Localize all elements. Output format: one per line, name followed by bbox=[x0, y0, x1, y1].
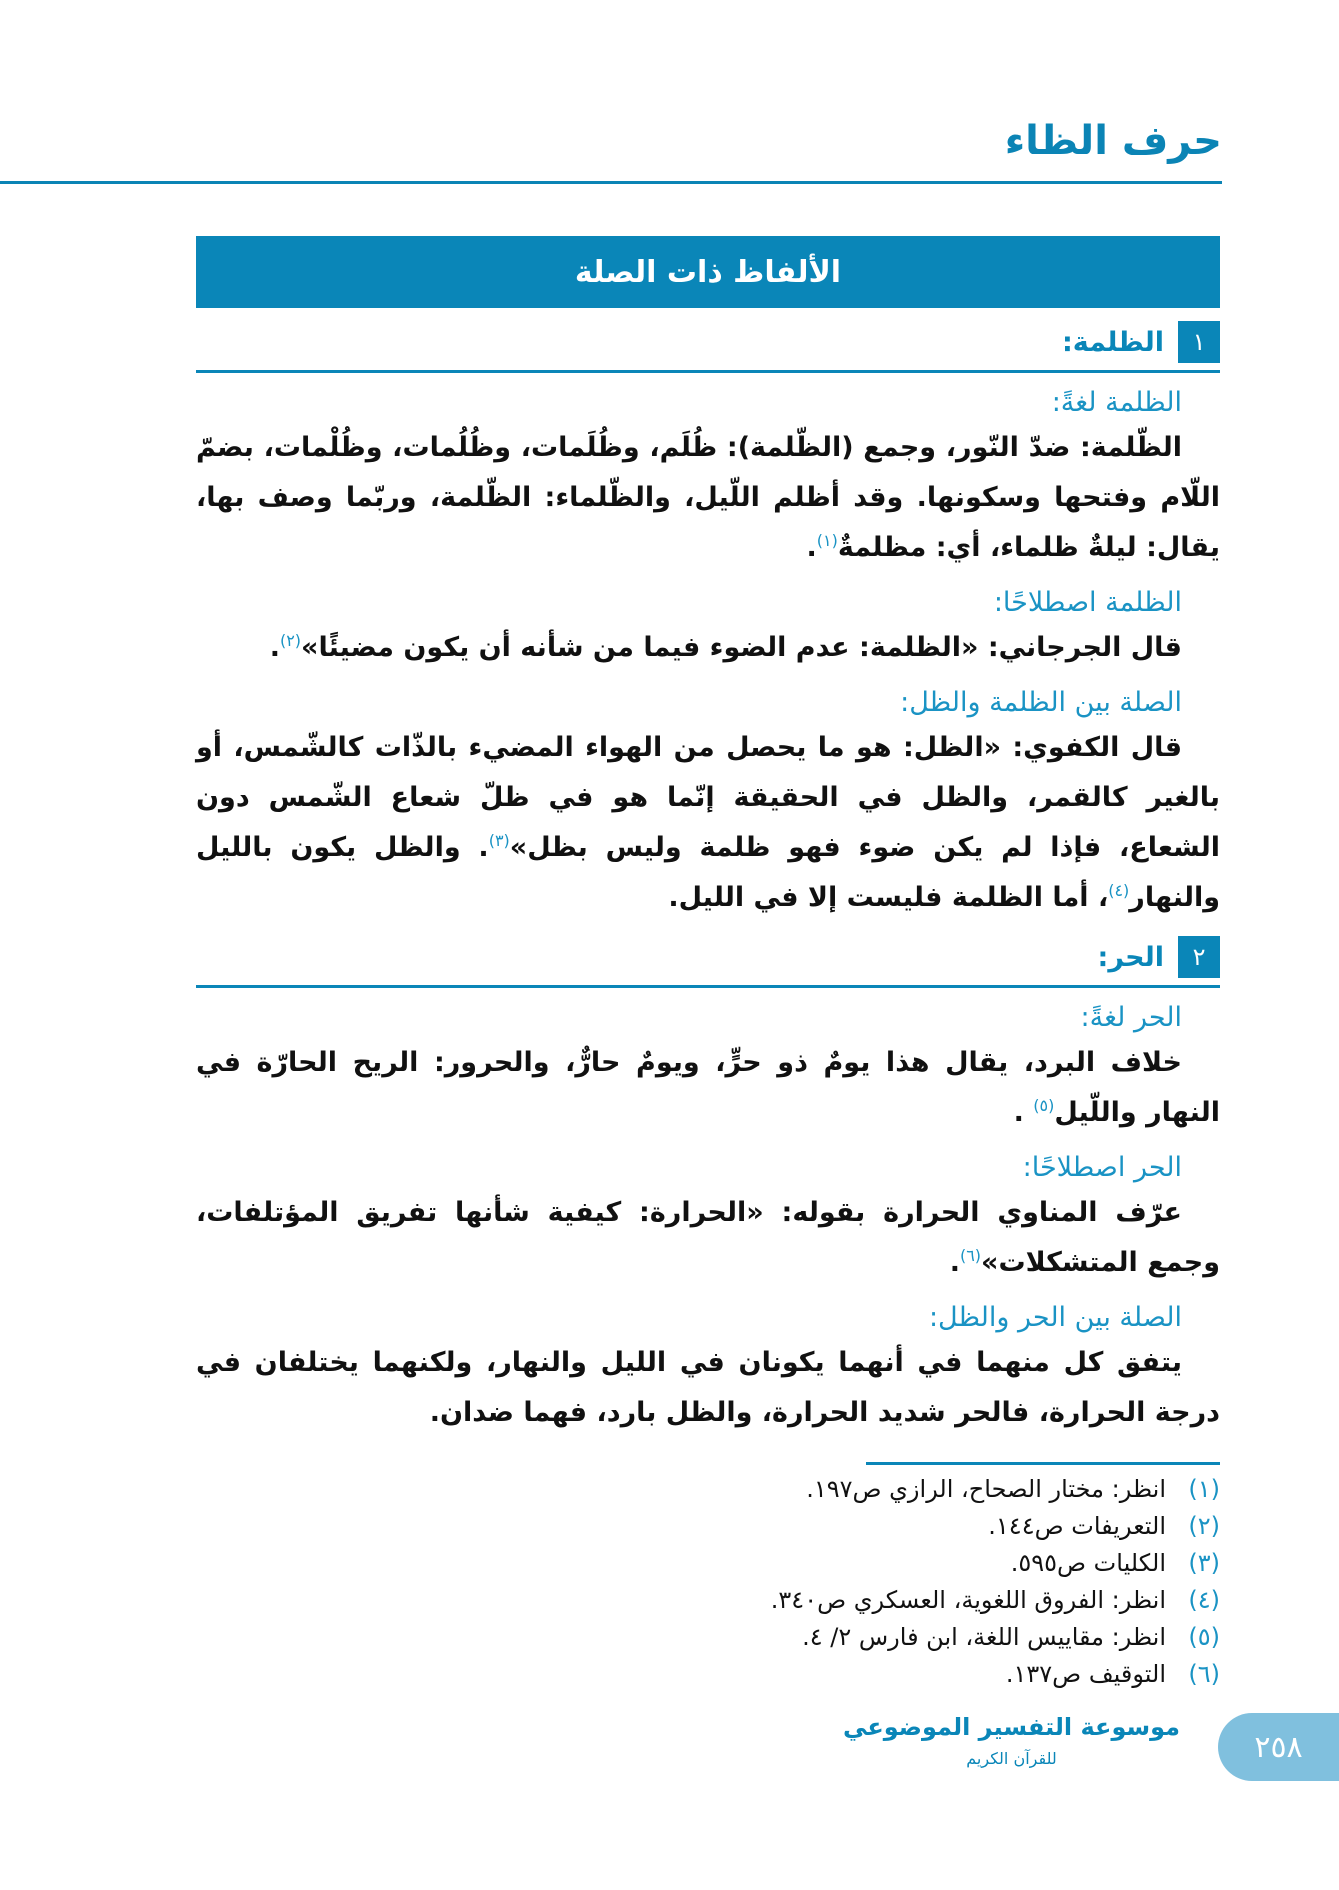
footnote-ref[interactable]: (٥) bbox=[1033, 1096, 1055, 1115]
footnote: (٦) التوقيف ص١٣٧. bbox=[1005, 1660, 1220, 1688]
footnote: (٣) الكليات ص٥٩٥. bbox=[1010, 1549, 1220, 1577]
footnote: (٥) انظر: مقاييس اللغة، ابن فارس ٢/ ٤. bbox=[802, 1623, 1220, 1651]
section-header-1 bbox=[196, 320, 1220, 364]
paragraph: يتفق كل منهما في أنهما يكونان في الليل والنهار، ولكنهما يختلفان في درجة الحرارة، فالحر شديد الحرارة، والظل بارد، فهما ضدان. bbox=[196, 1347, 1220, 1428]
section-rule bbox=[196, 370, 1220, 373]
banner-title: الألفاظ ذات الصلة bbox=[574, 254, 842, 290]
footnote-ref[interactable]: (١) bbox=[816, 531, 838, 550]
chapter-title: حرف الظاء bbox=[1004, 118, 1222, 164]
section-banner bbox=[196, 236, 1220, 308]
footnote-ref[interactable]: (٤) bbox=[1108, 881, 1130, 900]
subheading: الحر لغةً: bbox=[1080, 1002, 1182, 1033]
section-number: ١ bbox=[1178, 321, 1220, 363]
footnote: (١) انظر: مختار الصحاح، الرازي ص١٩٧. bbox=[806, 1475, 1220, 1503]
subheading: الحر اصطلاحًا: bbox=[1022, 1152, 1182, 1183]
subheading: الصلة بين الظلمة والظل: bbox=[900, 687, 1182, 718]
paragraph: خلاف البرد، يقال هذا يومٌ ذو حرٍّ، ويومٌ حارٌّ، والحرور: الريح الحارّة في النهار واللّيل$^{(٥)}$ . bbox=[196, 1047, 1220, 1128]
section-header-2 bbox=[196, 935, 1220, 979]
subheading: الظلمة اصطلاحًا: bbox=[993, 587, 1182, 618]
paragraph: الظّلمة: ضدّ النّور، وجمع (الظّلمة): ظُلَم، وظُلَمات، وظُلُمات، وظُلْمات، بضمّ اللّام وفتحها وسكونها. وقد أظلم اللّيل، والظّلماء: الظّلمة، وربّما وصف بها، يقال: ليلةٌ ظلماء، أي: مظلمةٌ$^{(١)}$. bbox=[196, 432, 1220, 563]
footnote-rule bbox=[866, 1462, 1220, 1465]
page-number: ٢٥٨ bbox=[1218, 1713, 1339, 1781]
subheading: الصلة بين الحر والظل: bbox=[928, 1302, 1182, 1333]
header-rule bbox=[0, 181, 1222, 184]
section-title: الظلمة: bbox=[1062, 326, 1164, 358]
footnote-ref[interactable]: (٦) bbox=[959, 1246, 982, 1265]
content-column bbox=[196, 236, 1303, 1797]
paragraph: عرّف المناوي الحرارة بقوله: «الحرارة: كيفية شأنها تفريق المؤتلفات، وجمع المتشكلات»$^{(٦)}$. bbox=[196, 1197, 1220, 1278]
encyclopedia-logo: موسوعة التفسير الموضوعي للقرآن الكريم bbox=[843, 1713, 1180, 1768]
footnote: (٢) التعريفات ص١٤٤. bbox=[988, 1512, 1220, 1540]
footnotes bbox=[196, 1471, 1220, 1693]
footnote: (٤) انظر: الفروق اللغوية، العسكري ص٣٤٠. bbox=[770, 1586, 1220, 1614]
paragraph: قال الجرجاني: «الظلمة: عدم الضوء فيما من شأنه أن يكون مضيئًا»$^{(٢)}$. bbox=[269, 631, 1182, 663]
section-rule bbox=[196, 985, 1220, 988]
section-number: ٢ bbox=[1178, 936, 1220, 978]
page-footer bbox=[196, 1707, 1303, 1797]
paragraph: قال الكفوي: «الظل: هو ما يحصل من الهواء المضيء بالذّات كالشّمس، أو بالغير كالقمر، والظل في الحقيقة إنّما هو في ظلّ شعاع الشّمس دون الشعاع، فإذا لم يكن ضوء فهو ظلمة وليس بظل»$^{(٣)}$. والظل يكون بالليل والنهار$^{(٤)}$، أما الظلمة فليست إلا في الليل. bbox=[196, 732, 1220, 913]
footnote-ref[interactable]: (٣) bbox=[488, 831, 510, 850]
subheading: الظلمة لغةً: bbox=[1051, 387, 1182, 418]
section-title: الحر: bbox=[1097, 941, 1164, 973]
footnote-ref[interactable]: (٢) bbox=[279, 631, 302, 650]
